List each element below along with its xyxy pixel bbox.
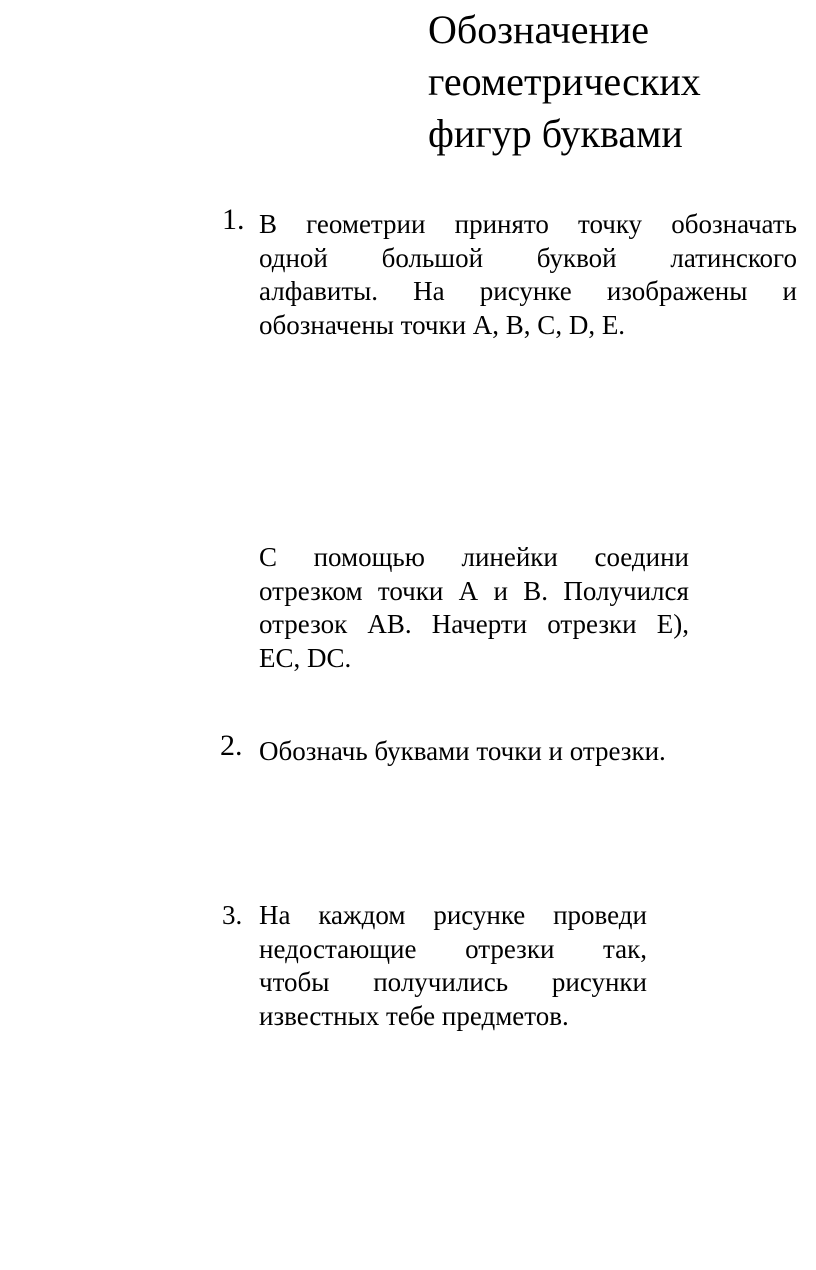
word: отрезок bbox=[259, 609, 348, 639]
word: АВ. bbox=[367, 609, 412, 639]
word: А bbox=[458, 575, 479, 606]
word: буквой bbox=[536, 242, 617, 273]
word: геометрии bbox=[306, 209, 426, 239]
word: точку bbox=[578, 209, 643, 239]
word: точки bbox=[377, 575, 444, 606]
item-1-line-2 bbox=[259, 242, 797, 276]
item-1-line-1 bbox=[259, 208, 797, 242]
item-2-text bbox=[259, 735, 779, 769]
word: Начерти bbox=[431, 609, 528, 639]
word: чтобы bbox=[259, 967, 330, 997]
word: большой bbox=[381, 242, 484, 273]
item-2-line-1: Обозначь буквами точки и отрезки. bbox=[259, 736, 666, 766]
word: так, bbox=[603, 933, 647, 964]
item-3-line-4: известных тебе предметов. bbox=[259, 1000, 569, 1031]
word: помощью bbox=[313, 542, 425, 572]
word: обозначать bbox=[671, 209, 797, 239]
word: На bbox=[413, 276, 445, 306]
word: принято bbox=[454, 209, 549, 239]
word: На bbox=[259, 900, 291, 930]
word: получились bbox=[373, 967, 509, 997]
word: одной bbox=[259, 242, 328, 273]
word: латинского bbox=[670, 242, 797, 273]
item-3-number: 3. bbox=[222, 900, 243, 930]
word: соедини bbox=[594, 542, 689, 572]
word: отрезки bbox=[465, 933, 555, 964]
word: Получился bbox=[563, 575, 689, 606]
title-line-2: геометрических bbox=[428, 59, 701, 104]
word: рисунки bbox=[551, 967, 647, 997]
item-1b-line-1 bbox=[259, 541, 689, 575]
word: В. bbox=[523, 575, 549, 606]
word: отрезком bbox=[259, 575, 363, 606]
word: и bbox=[493, 575, 508, 606]
item-3-line-2 bbox=[259, 933, 647, 967]
item-1b-line-4: ЕС, DC. bbox=[259, 642, 352, 673]
word: линейки bbox=[461, 542, 558, 572]
word: рисунке bbox=[433, 900, 526, 930]
word: проведи bbox=[553, 900, 647, 930]
page-title bbox=[428, 4, 808, 160]
item-3-line-1 bbox=[259, 899, 647, 933]
word: каждом bbox=[318, 900, 406, 930]
item-3-line-3 bbox=[259, 966, 647, 1000]
word: изображены bbox=[606, 276, 748, 306]
item-1-text bbox=[259, 208, 797, 342]
word: алфавиты. bbox=[259, 276, 379, 306]
word: и bbox=[782, 276, 797, 306]
word: В bbox=[259, 209, 278, 239]
word: недостающие bbox=[259, 933, 417, 964]
item-1b-line-3 bbox=[259, 608, 689, 642]
item-1-continuation-text bbox=[259, 541, 689, 675]
word: отрезки bbox=[547, 609, 637, 639]
word: Е), bbox=[656, 609, 689, 639]
item-1-line-3 bbox=[259, 275, 797, 309]
title-line-3: фигур буквами bbox=[428, 111, 683, 156]
item-1b-line-2 bbox=[259, 575, 689, 609]
item-3-text bbox=[259, 899, 647, 1033]
word: С bbox=[259, 542, 278, 572]
item-2-number: 2. bbox=[220, 729, 243, 762]
word: рисунке bbox=[479, 276, 572, 306]
item-1-number: 1. bbox=[222, 203, 245, 236]
title-line-1: Обозначение bbox=[428, 7, 650, 52]
item-1-line-4: обозначены точки А, В, С, D, Е. bbox=[259, 309, 626, 340]
